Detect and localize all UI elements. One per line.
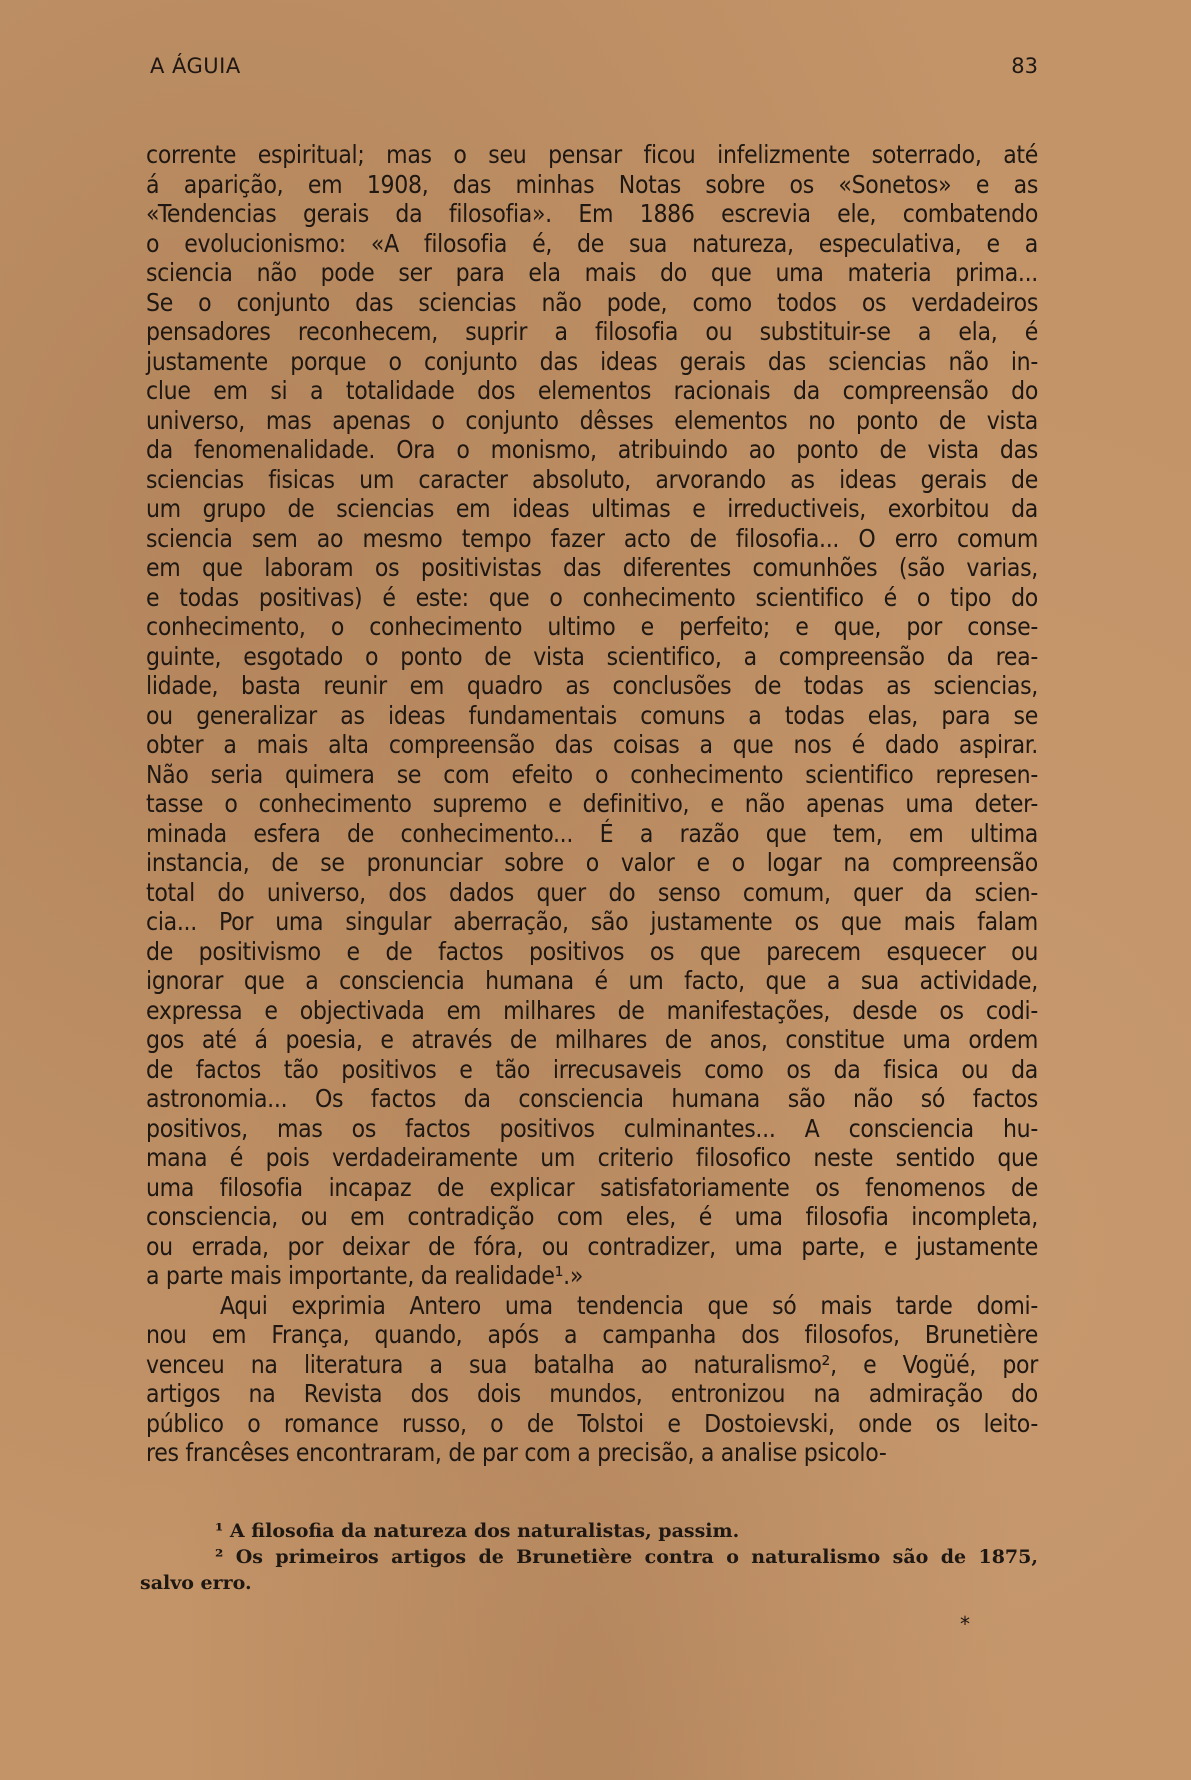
text-line: res francêses encontraram, de par com a precisão, a analise psicolo-: [146, 1438, 887, 1467]
footnotes: [140, 1518, 1038, 1596]
text-line: á aparição, em 1908, das minhas Notas sobre os «Sonetos» e as: [146, 169, 1038, 199]
text-line: nou em França, quando, após a campanha dos filosofos, Brunetière: [146, 1320, 1038, 1349]
text-line: total do universo, dos dados quer do senso comum, quer da scien-: [146, 877, 1038, 907]
text-line: «Tendencias gerais da filosofia». Em 1886 escrevia ele, combatendo: [146, 199, 1038, 228]
text-line: instancia, de se pronunciar sobre o valor e o logar na compreensão: [146, 848, 1038, 877]
text-line: de positivismo e de factos positivos os que parecem esquecer ou: [146, 936, 1038, 966]
text-line: em que laboram os positivistas das diferentes comunhões (são varias,: [146, 553, 1038, 582]
text-line: um grupo de sciencias em ideas ultimas e irreductiveis, exorbitou da: [146, 494, 1038, 523]
text-line: ou generalizar as ideas fundamentais comuns a todas elas, para se: [146, 700, 1038, 730]
text-line: justamente porque o conjunto das ideas gerais das sciencias não in-: [146, 346, 1038, 376]
text-line: ignorar que a consciencia humana é um facto, que a sua actividade,: [146, 966, 1038, 995]
text-line: da fenomenalidade. Ora o monismo, atribuindo ao ponto de vista das: [146, 435, 1038, 464]
text-line: venceu na literatura a sua batalha ao naturalismo², e Vogüé, por: [146, 1349, 1038, 1379]
text-line: e todas positivas) é este: que o conhecimento scientifico é o tipo do: [146, 582, 1038, 612]
text-line: de factos tão positivos e tão irrecusaveis como os da fisica ou da: [146, 1054, 1038, 1084]
text-line: sciencia sem ao mesmo tempo fazer acto de filosofia... O erro comum: [146, 523, 1038, 553]
text-line: astronomia... Os factos da consciencia humana são não só factos: [146, 1084, 1038, 1113]
text-line: corrente espiritual; mas o seu pensar ficou infelizmente soterrado, até: [146, 140, 1038, 169]
footnote-line: ¹ A filosofia da natureza dos naturalistas, passim.: [215, 1520, 740, 1542]
text-line: pensadores reconhecem, suprir a filosofia ou substituir-se a ela, é: [146, 317, 1038, 346]
footnote-line: salvo erro.: [140, 1572, 252, 1594]
page-number: 83: [1011, 54, 1038, 78]
text-line: sciencias fisicas um caracter absoluto, arvorando as ideas gerais de: [146, 464, 1038, 494]
text-line: tasse o conhecimento supremo e definitivo, e não apenas uma deter-: [146, 789, 1038, 818]
text-line: cia... Por uma singular aberração, são justamente os que mais falam: [146, 907, 1038, 936]
text-line: ou errada, por deixar de fóra, ou contradizer, uma parte, e justamente: [146, 1231, 1038, 1261]
text-line: o evolucionismo: «A filosofia é, de sua natureza, especulativa, e a: [146, 228, 1038, 258]
text-line: lidade, basta reunir em quadro as conclusões de todas as sciencias,: [146, 671, 1038, 700]
text-line: uma filosofia incapaz de explicar satisfatoriamente os fenomenos de: [146, 1172, 1038, 1202]
signature-mark: *: [960, 1612, 970, 1636]
body-text: [146, 140, 1038, 1468]
text-line: clue em si a totalidade dos elementos racionais da compreensão do: [146, 376, 1038, 405]
text-line: Aqui exprimia Antero uma tendencia que só mais tarde domi-: [220, 1290, 1038, 1320]
text-line: público o romance russo, o de Tolstoi e Dostoievski, onde os leito-: [146, 1408, 1038, 1438]
text-line: sciencia não pode ser para ela mais do que uma materia prima...: [146, 258, 1038, 287]
text-line: obter a mais alta compreensão das coisas a que nos é dado aspirar.: [146, 730, 1038, 759]
text-line: Se o conjunto das sciencias não pode, como todos os verdadeiros: [146, 287, 1038, 317]
text-line: gos até á poesia, e através de milhares de anos, constitue uma ordem: [146, 1025, 1038, 1054]
text-line: positivos, mas os factos positivos culminantes... A consciencia hu-: [146, 1113, 1038, 1143]
text-line: mana é pois verdadeiramente um criterio filosofico neste sentido que: [146, 1143, 1038, 1172]
text-line: Não seria quimera se com efeito o conhecimento scientifico represen-: [146, 759, 1038, 789]
text-line: expressa e objectivada em milhares de manifestações, desde os codi-: [146, 995, 1038, 1025]
text-line: a parte mais importante, da realidade¹.»: [146, 1261, 584, 1290]
text-line: artigos na Revista dos dois mundos, entronizou na admiração do: [146, 1379, 1038, 1408]
journal-title: A ÁGUIA: [150, 54, 241, 78]
text-line: consciencia, ou em contradição com eles, é uma filosofia incompleta,: [146, 1202, 1038, 1231]
running-header: [146, 54, 1038, 86]
text-line: universo, mas apenas o conjunto dêsses elementos no ponto de vista: [146, 405, 1038, 435]
text-line: guinte, esgotado o ponto de vista scientifico, a compreensão da rea-: [146, 641, 1038, 671]
text-line: minada esfera de conhecimento... É a razão que tem, em ultima: [146, 818, 1038, 848]
footnote-line: ² Os primeiros artigos de Brunetière contra o naturalismo são de 1875,: [215, 1546, 1038, 1568]
text-line: conhecimento, o conhecimento ultimo e perfeito; e que, por conse-: [146, 612, 1038, 641]
